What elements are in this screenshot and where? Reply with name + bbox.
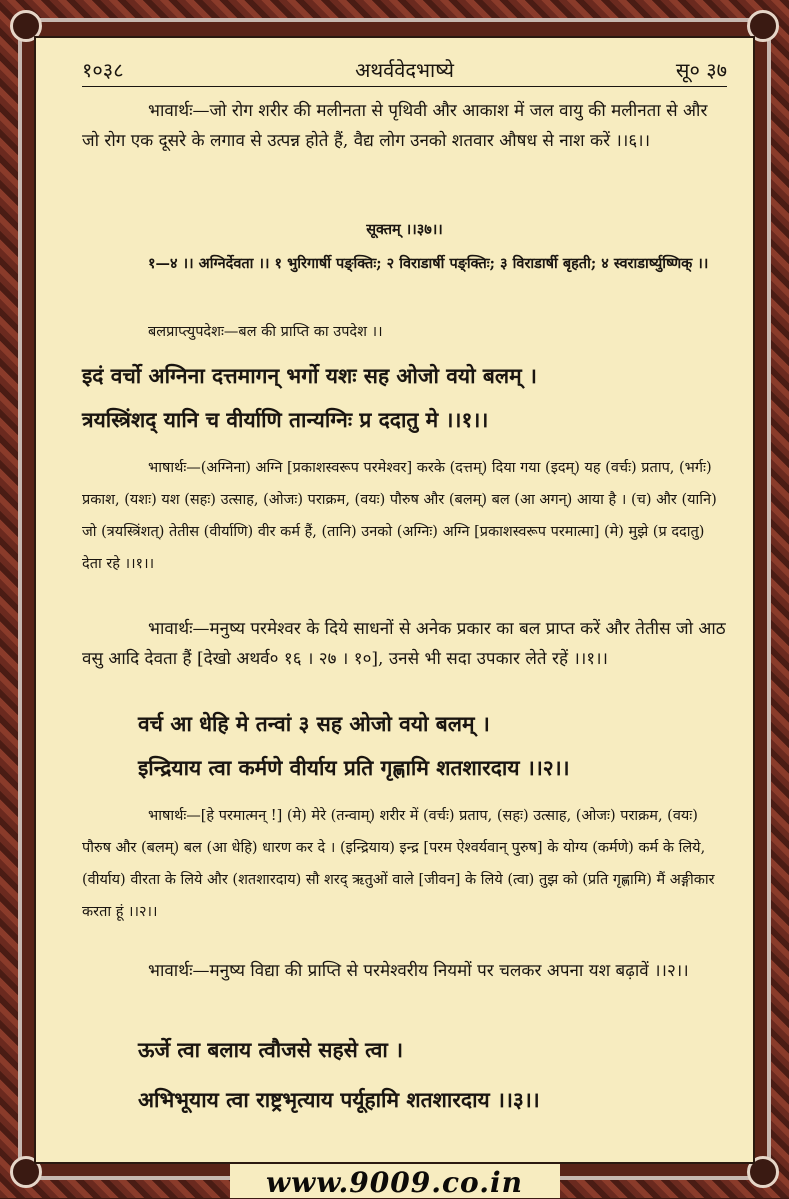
bhasharth-1: भाषार्थः—(अग्निना) अग्नि [प्रकाशस्वरूप परमेश्वर] करके (दत्तम्) दिया गया (इदम्) यह (वर्चः) प्रताप, (भर्गः) प्रकाश, (यशः) यश (सहः) उत्साह, (ओजः) पराक्रम, (वयः) पौरुष और (बलम्) बल (आ अगन्) आया है । (च) और (यानि) जो (त्रयस्त्रिंशत्) तेतीस (वीर्याणि) वीर कर्म हैं, (तानि) उनको (अग्निः) अग्नि [प्रकाशस्वरूप परमात्मा] (मे) मुझे (प्र ददातु) देता रहे ।।१।। [82, 452, 727, 580]
mantra-3-line-1: ऊर्जे त्वा बलाय त्वौजसे सहसे त्वा । [82, 1030, 727, 1070]
bhavartha-1: भावार्थः—मनुष्य परमेश्वर के दिये साधनों से अनेक प्रकार का बल प्राप्त करें और तेतीस जो आठ वसु आदि देवता हैं [देखो अथर्व० १६ । २७ । १०], उनसे भी सदा उपकार लेते रहें ।।१।। [82, 614, 727, 674]
page-number: १०३८ [82, 56, 124, 83]
upadesha-line: बलप्राप्त्युपदेशः—बल की प्राप्ति का उपदेश ।। [82, 316, 727, 348]
sukta-title: सूक्तम् ।।३७।। [82, 214, 727, 246]
mantra-2-line-1: वर्च आ धेहि मे तन्वां ३ सह ओजो वयो बलम् । [82, 704, 727, 744]
bhasharth-2: भाषार्थः—[हे परमात्मन् !] (मे) मेरे (तन्वाम्) शरीर में (वर्चः) प्रताप, (सहः) उत्साह, (ओजः) पराक्रम, (वयः) पौरुष और (बलम्) बल (आ धेहि) धारण कर दे । (इन्द्रियाय) इन्द्र [परम ऐश्वर्यवान् पुरुष] के योग्य (कर्मणे) कर्म के लिये, (वीर्याय) वीरता के लिये और (शतशारदाय) सौ शरद् ऋतुओं वाले [जीवन] के लिये (त्वा) तुझ को (प्रति गृह्णामि) मैं अङ्गीकार करता हूं ।।२।। [82, 800, 727, 928]
mantra-1-line-1: इदं वर्चो अग्निना दत्तमागन् भर्गो यशः सह ओजो वयो बलम् । [82, 356, 727, 396]
sukta-reference: सू० ३७ [676, 56, 727, 83]
mantra-3-line-2: अभिभूयाय त्वा राष्ट्रभृत्याय पर्यूहामि शतशारदाय ।।३।। [82, 1080, 727, 1120]
mantra-2-line-2: इन्द्रियाय त्वा कर्मणे वीर्याय प्रति गृह्णामि शतशारदाय ।।२।। [82, 748, 727, 788]
book-title: अथर्ववेदभाष्ये [82, 56, 727, 83]
bhavartha-2: भावार्थः—मनुष्य विद्या की प्राप्ति से परमेश्वरीय नियमों पर चलकर अपना यश बढ़ावें ।।२।। [82, 956, 727, 986]
page-header [82, 56, 727, 87]
scanned-page [34, 36, 755, 1164]
devata-line: १—४ ।। अग्निर्देवता ।। १ भुरिगार्षी पङ्क्तिः; २ विराडार्षी पङ्क्तिः; ३ विराडार्षी बृहती; ४ स्वराडार्ष्युष्णिक् ।। [82, 248, 727, 280]
mantra-1-line-2: त्रयस्त्रिंशद् यानि च वीर्याणि तान्यग्निः प्र ददातु मे ।।१।। [82, 400, 727, 440]
bhavartha-paragraph-6: भावार्थः—जो रोग शरीर की मलीनता से पृथिवी और आकाश में जल वायु की मलीनता से और जो रोग एक दूसरे के लगाव से उत्पन्न होते हैं, वैद्य लोग उनको शतवार औषध से नाश करें ।।६।। [82, 96, 727, 156]
website-watermark: www.9009.co.in [0, 1166, 789, 1199]
